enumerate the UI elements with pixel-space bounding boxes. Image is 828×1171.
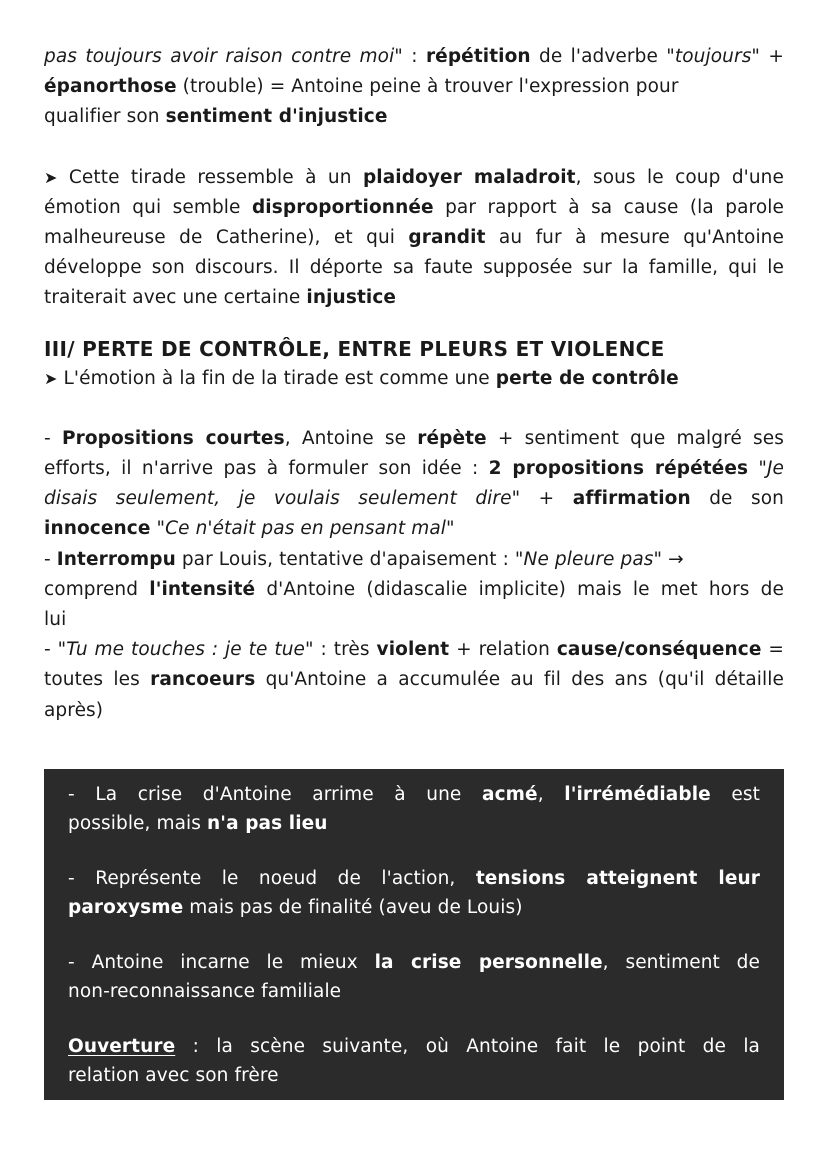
summary-point-crise bbox=[68, 949, 760, 1006]
summary-box bbox=[44, 769, 784, 1100]
text-line: - Représente le noeud de l'action, tensions atteignent leur bbox=[68, 868, 760, 889]
text-line: efforts, il n'arrive pas à formuler son idée : 2 propositions répétées "Je bbox=[44, 458, 784, 480]
section-intro: ➤ L'émotion à la fin de la tirade est comme une perte de contrôle bbox=[44, 367, 679, 389]
summary-point-ouverture bbox=[68, 1033, 760, 1090]
text-line: pas toujours avoir raison contre moi" : répétition de l'adverbe "toujours" + bbox=[44, 46, 784, 67]
text-line: - Antoine incarne le mieux la crise personnelle, sentiment de bbox=[68, 952, 760, 973]
text-line: relation avec son frère bbox=[68, 1064, 279, 1086]
paragraph-repetition bbox=[44, 42, 784, 133]
text-line: toutes les rancoeurs qu'Antoine a accumulée au fil des ans (qu'il détaille bbox=[44, 669, 784, 691]
text-line: lui bbox=[44, 609, 67, 631]
text-line: paroxysme mais pas de finalité (aveu de Louis) bbox=[68, 896, 523, 918]
arrow-bullet-icon: ➤ bbox=[44, 368, 58, 388]
summary-point-acme bbox=[68, 781, 760, 838]
text-line: - La crise d'Antoine arrime à une acmé, l'irrémédiable est bbox=[68, 784, 760, 805]
text-line: - Interrompu par Louis, tentative d'apaisement : "Ne pleure pas" → bbox=[44, 548, 684, 570]
text-line: après) bbox=[44, 699, 104, 721]
paragraph-plaidoyer bbox=[44, 163, 784, 314]
ouverture-label: Ouverture bbox=[68, 1036, 176, 1057]
text-line: traiterait avec une certaine injustice bbox=[44, 287, 397, 309]
text-line: - "Tu me touches : je te tue" : très violent + relation cause/conséquence = bbox=[44, 639, 784, 661]
text-line: qualifier son sentiment d'injustice bbox=[44, 106, 388, 128]
text-line: développe son discours. Il déporte sa faute supposée sur la famille, qui le bbox=[44, 257, 784, 279]
spacer bbox=[44, 394, 784, 424]
summary-point-noeud bbox=[68, 865, 760, 922]
spacer bbox=[44, 314, 784, 332]
text-line: malheureuse de Catherine), et qui grandit au fur à mesure qu'Antoine bbox=[44, 227, 784, 249]
spacer bbox=[44, 133, 784, 163]
text-line: comprend l'intensité d'Antoine (didascalie implicite) mais le met hors de bbox=[44, 578, 784, 600]
text-line: ➤ Cette tirade ressemble à un plaidoyer maladroit, sous le coup d'une bbox=[44, 166, 784, 188]
text-line: non-reconnaissance familiale bbox=[68, 980, 342, 1002]
arrow-bullet-icon: ➤ bbox=[44, 167, 58, 187]
text-line: Ouverture : la scène suivante, où Antoine fait le point de la bbox=[68, 1036, 760, 1057]
paragraph-analysis bbox=[44, 424, 784, 726]
text-line: possible, mais n'a pas lieu bbox=[68, 812, 328, 834]
text-line: - Propositions courtes, Antoine se répète + sentiment que malgré ses bbox=[44, 427, 784, 449]
text-line: innocence "Ce n'était pas en pensant mal" bbox=[44, 518, 455, 540]
text-line: épanorthose (trouble) = Antoine peine à trouver l'expression pour bbox=[44, 76, 679, 98]
document-page bbox=[44, 42, 784, 726]
text-line: émotion qui semble disproportionnée par rapport à sa cause (la parole bbox=[44, 196, 784, 218]
section-heading: III/ PERTE DE CONTRÔLE, ENTRE PLEURS ET VIOLENCE bbox=[44, 336, 665, 361]
arrow-right-icon: → bbox=[662, 548, 684, 570]
text-line: disais seulement, je voulais seulement dire" + affirmation de son bbox=[44, 488, 784, 510]
